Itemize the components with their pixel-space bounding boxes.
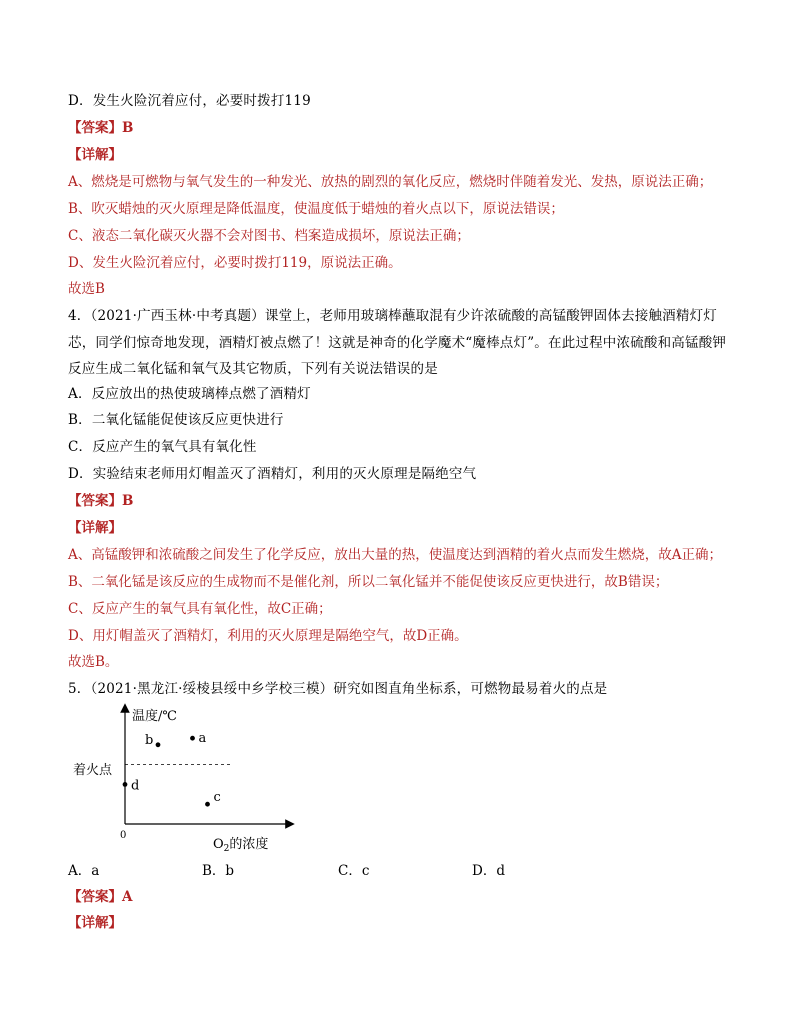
answer-value: A [122,889,133,905]
q4-conclusion: 故选B。 [68,654,119,670]
q4-option-a: A．反应放出的热使玻璃棒点燃了酒精灯 [68,386,311,402]
q4-option-b: B．二氧化锰能促使该反应更快进行 [68,412,284,428]
point-label-c: c [213,790,221,806]
x-axis-label: $O_2$的浓度 [213,837,269,854]
q5-option-b: B．b [202,863,235,879]
detail-tag: 【详解】 [68,147,122,163]
point-b [156,742,161,747]
q4-stem-line-3: 反应生成二氧化锰和氧气及其它物质，下列有关说法错误的是 [68,361,438,377]
ignition-chart [70,700,310,860]
q5-option-d: D．d [472,863,505,879]
point-label-b: b [145,732,154,748]
point-label-a: a [198,731,207,747]
point-d [123,782,128,787]
point-c [205,802,210,807]
q4-explain-b: B、二氧化锰是该反应的生成物而不是催化剂，所以二氧化锰并不能促使该反应更快进行，故B错误； [68,574,669,590]
threshold-label: 着火点 [73,763,113,778]
q3-conclusion: 故选B [68,281,105,297]
q4-option-d: D．实验结束老师用灯帽盖灭了酒精灯，利用的灭火原理是隔绝空气 [68,466,477,482]
answer-value: B [122,493,134,509]
q4-stem-line-1: 4．（2021·广西玉林·中考真题）课堂上，老师用玻璃棒蘸取混有少许浓硫酸的高锰酸钾固体去接触酒精灯灯 [68,308,717,324]
q3-explain-b: B、吹灭蜡烛的灭火原理是降低温度，使温度低于蜡烛的着火点以下，原说法错误； [68,201,564,217]
answer-tag: 【答案】 [68,493,122,509]
q3-answer [68,119,133,137]
point-a [190,736,195,741]
q4-stem-line-2: 芯，同学们惊奇地发现，酒精灯被点燃了！这就是神奇的化学魔术“魔棒点灯”。在此过程中浓硫酸和高锰酸钾 [68,335,727,351]
detail-tag: 【详解】 [68,520,122,536]
answer-tag: 【答案】 [68,120,122,136]
q3-option-d: D．发生火险沉着应付，必要时拨打119 [68,93,311,109]
q5-option-a: A．a [68,863,100,879]
q5-answer [68,888,132,906]
answer-value: B [122,120,134,136]
q4-option-c: C．反应产生的氧气具有氧化性 [68,439,257,455]
y-axis-label: 温度/℃ [132,709,177,724]
points-layer [123,731,221,806]
q5-option-c: C．c [338,863,370,879]
answer-tag: 【答案】 [68,889,122,905]
detail-tag: 【详解】 [68,915,122,931]
q4-explain-d: D、用灯帽盖灭了酒精灯，利用的灭火原理是隔绝空气，故D正确。 [68,628,468,644]
q5-stem: 5．（2021·黑龙江·绥棱县绥中乡学校三模）研究如图直角坐标系，可燃物最易着火的点是 [68,681,608,697]
q3-explain-c: C、液态二氧化碳灭火器不会对图书、档案造成损坏，原说法正确； [68,228,470,244]
q4-explain-a: A、高锰酸钾和浓硫酸之间发生了化学反应，放出大量的热，使温度达到酒精的着火点而发生燃烧，故A正确； [68,547,722,563]
q3-explain-d: D、发生火险沉着应付，必要时拨打119，原说法正确。 [68,255,402,271]
q3-explain-a: A、燃烧是可燃物与氧气发生的一种发光、放热的剧烈的氧化反应，燃烧时伴随着发光、发热，原说法正确； [68,174,713,190]
q4-answer [68,492,133,510]
point-label-d: d [131,778,140,794]
origin-label: 0 [120,830,127,841]
q4-explain-c: C、反应产生的氧气具有氧化性，故C正确； [68,601,332,617]
